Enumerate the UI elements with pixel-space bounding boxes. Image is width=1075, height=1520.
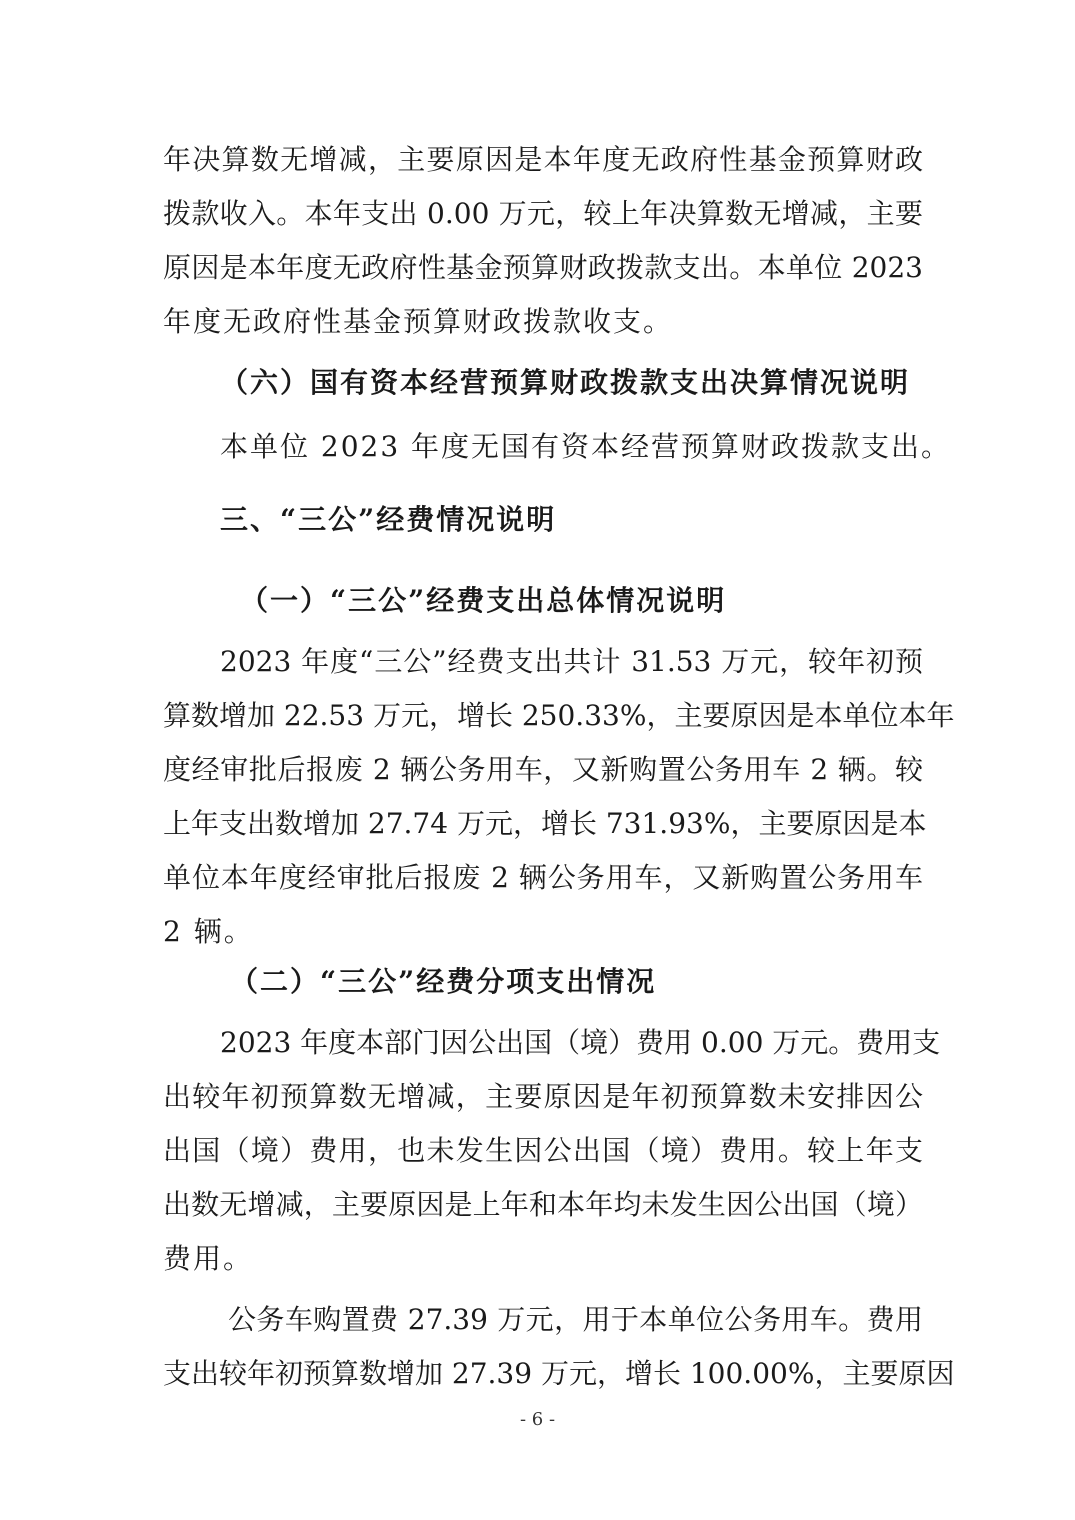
paragraph-line: 出国（境）费用，也未发生因公出国（境）费用。较上年支 [163, 1134, 923, 1167]
paragraph-line: 度经审批后报废 2 辆公务用车，又新购置公务用车 2 辆。较 [163, 753, 923, 786]
chapter-heading: 三、“三公”经费情况说明 [220, 503, 557, 536]
paragraph-line: 出较年初预算数无增减，主要原因是年初预算数未安排因公 [163, 1080, 923, 1113]
paragraph-line: 年度无政府性基金预算财政拨款收支。 [163, 305, 674, 338]
paragraph-line: 原因是本年度无政府性基金预算财政拨款支出。本单位 2023 [163, 251, 923, 284]
paragraph-line: 本单位 2023 年度无国有资本经营预算财政拨款支出。 [220, 430, 952, 463]
paragraph-line: 公务车购置费 27.39 万元，用于本单位公务用车。费用 [228, 1303, 923, 1336]
section-heading: （一）“三公”经费支出总体情况说明 [240, 584, 727, 617]
paragraph-line: 拨款收入。本年支出 0.00 万元，较上年决算数无增减，主要 [163, 197, 923, 230]
paragraph-line: 2023 年度“三公”经费支出共计 31.53 万元，较年初预 [220, 645, 923, 678]
paragraph-line: 单位本年度经审批后报废 2 辆公务用车，又新购置公务用车 [163, 861, 923, 894]
paragraph-line: 2 辆。 [163, 915, 254, 948]
paragraph-line: 2023 年度本部门因公出国（境）费用 0.00 万元。费用支 [220, 1026, 941, 1059]
paragraph-line: 算数增加 22.53 万元，增长 250.33%，主要原因是本单位本年 [163, 699, 955, 732]
page-number: - 6 - [519, 1409, 556, 1430]
paragraph-line: 费用。 [163, 1242, 254, 1275]
paragraph-line: 上年支出数增加 27.74 万元，增长 731.93%，主要原因是本 [163, 807, 927, 840]
section-heading: （六）国有资本经营预算财政拨款支出决算情况说明 [220, 366, 911, 399]
section-heading: （二）“三公”经费分项支出情况 [230, 965, 657, 998]
paragraph-line: 年决算数无增减，主要原因是本年度无政府性基金预算财政 [163, 143, 923, 176]
paragraph-line: 出数无增减，主要原因是上年和本年均未发生因公出国（境） [163, 1188, 923, 1221]
paragraph-line: 支出较年初预算数增加 27.39 万元，增长 100.00%，主要原因 [163, 1357, 955, 1390]
